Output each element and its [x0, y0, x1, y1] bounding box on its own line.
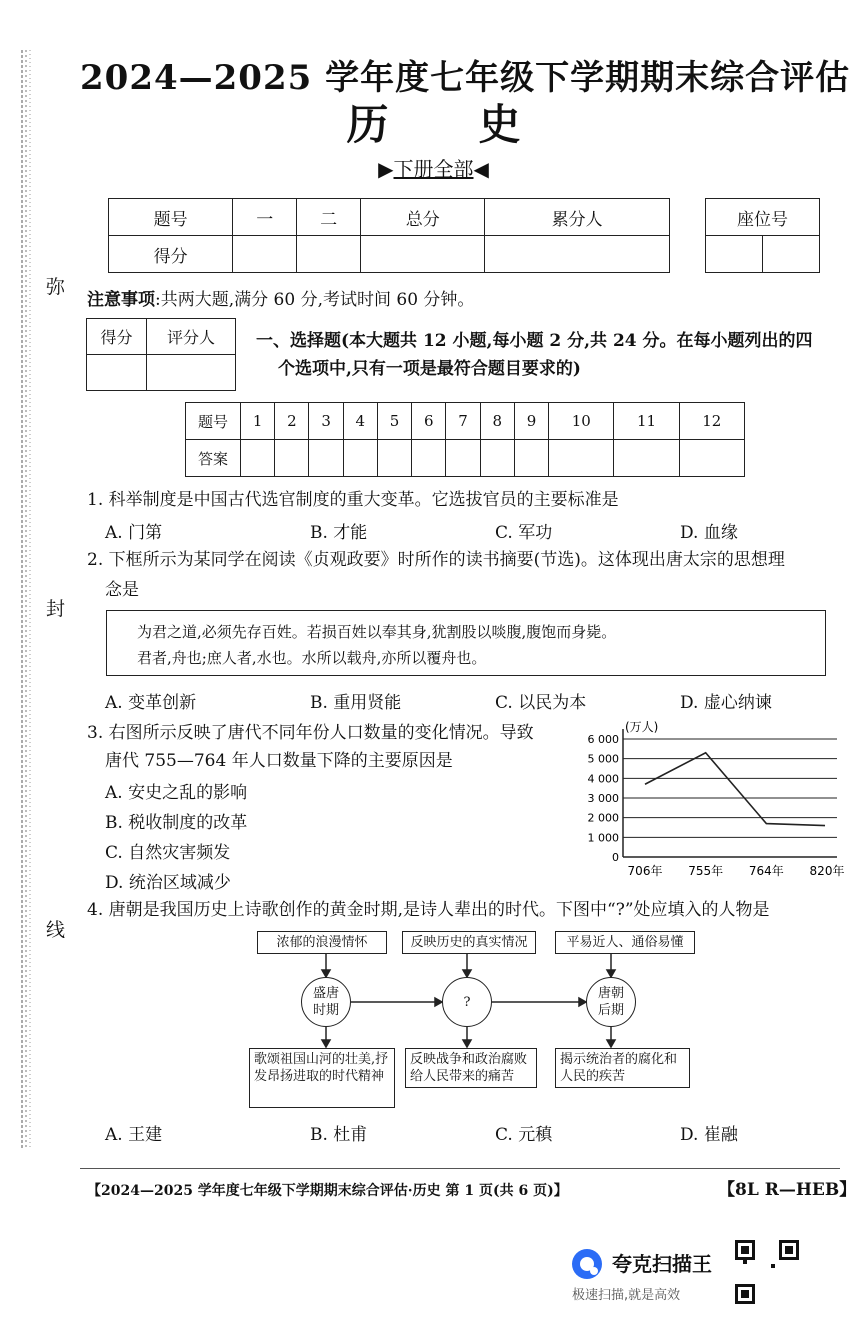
q3-option-d[interactable]: D. 统治区域减少 [105, 873, 231, 893]
triangle-right-icon: ▶ [378, 157, 394, 181]
seat-input[interactable] [706, 236, 763, 273]
seat-input[interactable] [763, 236, 820, 273]
score-cell: 累分人 [485, 199, 670, 236]
answer-input[interactable] [309, 440, 343, 477]
answer-number: 4 [343, 403, 377, 440]
x-tick-label: 764年 [748, 864, 784, 878]
section-1-heading [256, 327, 836, 383]
q1-option-c[interactable]: C. 军功 [495, 523, 553, 543]
y-tick-label: 6 000 [587, 733, 619, 746]
answer-input[interactable] [275, 440, 309, 477]
diagram-node-late-tang: 唐朝 后期 [586, 977, 636, 1027]
q4-option-d[interactable]: D. 崔融 [680, 1125, 738, 1145]
diagram-bottom-box-3: 揭示统治者的腐化和人民的疾苦 [555, 1048, 690, 1088]
paper-code: 【8L R—HEB】 [718, 1180, 857, 1200]
q1-option-b[interactable]: B. 才能 [310, 523, 368, 543]
score-input[interactable] [485, 236, 670, 273]
answer-number: 10 [549, 403, 614, 440]
quark-logo-icon [570, 1247, 604, 1281]
answer-number: 2 [275, 403, 309, 440]
footer-divider [80, 1168, 840, 1169]
poetry-diagram [245, 925, 700, 1115]
y-tick-label: 2 000 [587, 811, 619, 825]
diagram-top-box-2: 反映历史的真实情况 [402, 931, 536, 954]
question-3-stem-1: 3. 右图所示反映了唐代不同年份人口数量的变化情况。导致 [87, 723, 534, 743]
seat-table [705, 198, 820, 273]
answer-input[interactable] [377, 440, 411, 477]
x-tick-label: 820年 [809, 864, 845, 878]
section-1-line1: 一、选择题(本大题共 12 小题,每小题 2 分,共 24 分。在每小题列出的四 [256, 331, 813, 351]
answer-input[interactable] [412, 440, 446, 477]
diagram-node-high-tang: 盛唐 时期 [301, 977, 351, 1027]
y-tick-label: 4 000 [587, 772, 619, 786]
answer-table [185, 402, 745, 477]
grader-input[interactable] [87, 355, 147, 391]
x-tick-label: 755年 [688, 864, 724, 878]
q4-option-a[interactable]: A. 王建 [105, 1125, 163, 1145]
seat-label: 座位号 [706, 199, 820, 236]
x-tick-label: 706年 [627, 864, 663, 878]
notice [87, 285, 474, 310]
score-input[interactable] [361, 236, 485, 273]
score-cell: 题号 [109, 199, 233, 236]
answer-a-label: 答案 [186, 440, 241, 477]
diagram-top-box-1: 浓郁的浪漫情怀 [257, 931, 387, 954]
q1-option-d[interactable]: D. 血缘 [680, 523, 738, 543]
score-row-label: 得分 [109, 236, 233, 273]
question-4-stem: 4. 唐朝是我国历史上诗歌创作的黄金时期,是诗人辈出的时代。下图中“?”处应填入的人物是 [87, 900, 770, 920]
q3-option-a[interactable]: A. 安史之乱的影响 [105, 783, 248, 803]
brand-slogan: 极速扫描,就是高效 [572, 1288, 681, 1303]
grader-table [86, 318, 236, 391]
section-1-line2: 个选项中,只有一项是最符合题目要求的) [278, 359, 581, 379]
subject-title: 历史 [346, 100, 611, 149]
y-tick-label: 5 000 [587, 752, 619, 766]
q2-option-c[interactable]: C. 以民为本 [495, 693, 587, 713]
seal-char-2: 封 [46, 598, 66, 620]
score-input[interactable] [233, 236, 297, 273]
grader-input[interactable] [146, 355, 235, 391]
question-2-quote-box [106, 610, 826, 676]
diagram-top-box-3: 平易近人、通俗易懂 [555, 931, 695, 954]
answer-number: 6 [412, 403, 446, 440]
answer-input[interactable] [549, 440, 614, 477]
notice-text: :共两大题,满分 60 分,考试时间 60 分钟。 [155, 290, 475, 310]
score-cell: 二 [297, 199, 361, 236]
diagram-bottom-box-2: 反映战争和政治腐败给人民带来的痛苦 [405, 1048, 537, 1088]
answer-number: 9 [514, 403, 548, 440]
answer-number: 7 [446, 403, 480, 440]
grader-score-label: 得分 [87, 319, 147, 355]
quote-line-2: 君者,舟也;庶人者,水也。水所以载舟,亦所以覆舟也。 [137, 649, 487, 667]
y-tick-label: 3 000 [587, 792, 619, 805]
brand-name: 夸克扫描王 [612, 1252, 712, 1276]
population-line-chart [575, 715, 845, 890]
question-2-stem-1: 2. 下框所示为某同学在阅读《贞观政要》时所作的读书摘要(节选)。这体现出唐太宗的思想理 [87, 550, 785, 570]
q3-option-c[interactable]: C. 自然灾害频发 [105, 843, 231, 863]
notice-label: 注意事项 [87, 290, 155, 310]
answer-number: 12 [679, 403, 744, 440]
answer-input[interactable] [614, 440, 679, 477]
q2-option-a[interactable]: A. 变革创新 [105, 693, 197, 713]
question-2-stem-2: 念是 [105, 580, 139, 600]
score-cell: 总分 [361, 199, 485, 236]
q3-option-b[interactable]: B. 税收制度的改革 [105, 813, 248, 833]
scanner-watermark [570, 1244, 740, 1304]
population-series-line [645, 753, 825, 826]
q4-option-b[interactable]: B. 杜甫 [310, 1125, 368, 1145]
quote-line-1: 为君之道,必须先存百姓。若损百姓以奉其身,犹割股以啖腹,腹饱而身毙。 [137, 623, 617, 641]
answer-number: 8 [480, 403, 514, 440]
seal-char-3: 线 [46, 919, 66, 941]
q2-option-d[interactable]: D. 虚心纳谏 [680, 693, 772, 713]
answer-number: 3 [309, 403, 343, 440]
answer-number: 11 [614, 403, 679, 440]
q4-option-c[interactable]: C. 元稹 [495, 1125, 553, 1145]
question-3-stem-2: 唐代 755—764 年人口数量下降的主要原因是 [105, 751, 453, 771]
answer-input[interactable] [480, 440, 514, 477]
y-tick-label: 1 000 [587, 831, 619, 845]
y-axis-unit-label: (万人) [625, 720, 659, 734]
edition-label [0, 153, 867, 182]
answer-input[interactable] [343, 440, 377, 477]
seal-char-1: 弥 [46, 276, 66, 298]
answer-number: 5 [377, 403, 411, 440]
exam-title: 2024—2025 学年度七年级下学期期末综合评估 [80, 58, 851, 98]
page-footer: 【2024—2025 学年度七年级下学期期末综合评估·历史 第 1 页(共 6 页)】 [87, 1183, 568, 1199]
score-input[interactable] [297, 236, 361, 273]
diagram-node-unknown: ? [442, 977, 492, 1027]
grader-reviewer-label: 评分人 [146, 319, 235, 355]
qr-code-icon [735, 1240, 799, 1304]
score-cell: 一 [233, 199, 297, 236]
question-1-stem: 1. 科举制度是中国古代选官制度的重大变革。它选拔官员的主要标准是 [87, 490, 619, 510]
q1-option-a[interactable]: A. 门第 [105, 523, 163, 543]
answer-input[interactable] [446, 440, 480, 477]
triangle-left-icon: ◀ [473, 157, 489, 181]
q2-option-b[interactable]: B. 重用贤能 [310, 693, 402, 713]
binding-margin [18, 50, 40, 1150]
answer-number: 1 [241, 403, 275, 440]
answer-q-label: 题号 [186, 403, 241, 440]
edition-text: 下册全部 [393, 157, 474, 181]
diagram-bottom-box-1: 歌颂祖国山河的壮美,抒发昂扬进取的时代精神 [249, 1048, 395, 1108]
answer-input[interactable] [514, 440, 548, 477]
answer-input[interactable] [241, 440, 275, 477]
answer-input[interactable] [679, 440, 744, 477]
y-tick-label: 0 [612, 851, 619, 864]
score-table [108, 198, 670, 273]
